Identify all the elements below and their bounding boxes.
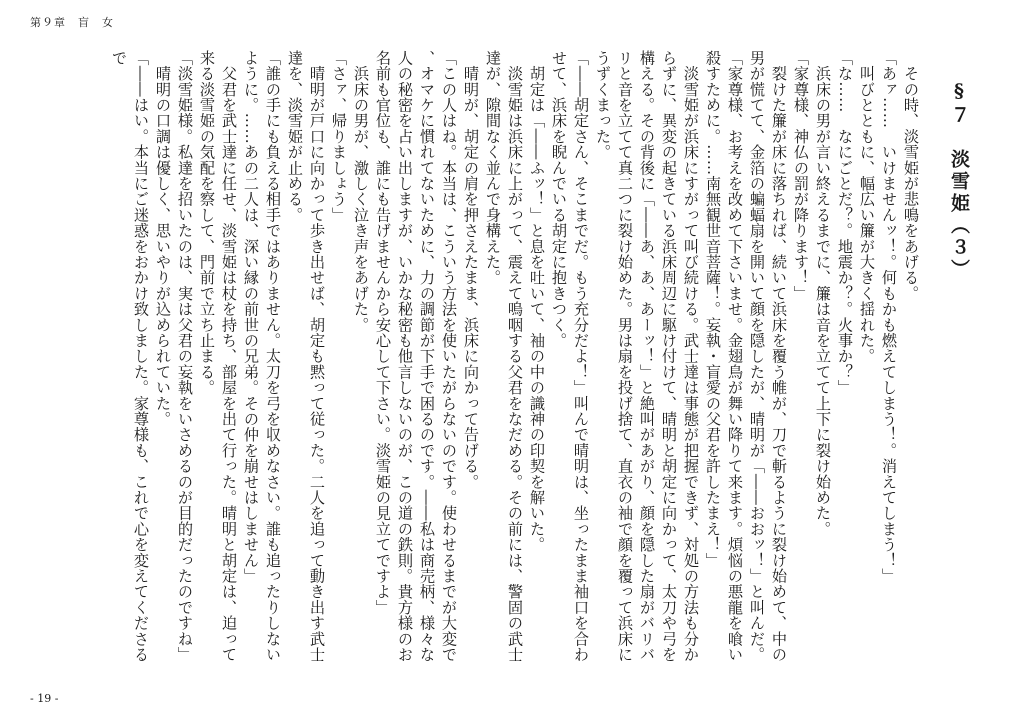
- paragraph: 「この人はね。本当は、こういう方法を使いたがらないのです。使わせるまでが大変で、オマケに慣れてないために、力の調節が下手で困るのです。――私は商売柄、様々な人の秘密を占い出しますが、いかな秘密も他言しないのが、この道の鉄則。貴方様のお名前も官位も、誰にも告げませんから安心して下さい。淡雪姫の見立てですよ」: [374, 50, 458, 663]
- paragraph: 浜床の男が、激しく泣き声をあげた。: [352, 50, 370, 333]
- paragraph: 父君を武士達に任せ、淡雪姫は杖を持ち、部屋を出て行った。晴明と胡定は、迫って来る淡雪姫の気配を察して、門前で立ち止まる。: [198, 50, 238, 663]
- paragraph: 裂けた簾が床に落ちれば、続いて浜床を覆う帷が、刀で斬るように裂け始めて、中の男が慌てて、金箔の蝙蝠扇を開いて顔を隠したが、晴明が「――おおッ！」と叫んだ。: [748, 50, 788, 663]
- paragraph: 「淡雪姫様。私達を招いたのは、実は父君の妄執をいさめるのが目的だったのですね」: [176, 50, 194, 663]
- paragraph: 叫びとともに、幅広い簾が大きく揺れた。: [858, 50, 876, 364]
- page-number: - 19 -: [30, 692, 59, 705]
- paragraph: 「――はい。本当にご迷惑をおかけ致しました。家尊様も、これで心を変えてくださるで: [110, 50, 150, 663]
- vertical-text-body: [72, 50, 974, 670]
- paragraph: 胡定は「――ふッ！」と息を吐いて、袖の中の識神の印契を解いた。: [528, 50, 546, 553]
- paragraph: 「――胡定さん、そこまでだ。もう充分だよ！」叫んで晴明は、坐ったまま袖口を合わせて、浜床を睨んでいる胡定に抱きつく。: [550, 50, 590, 663]
- paragraph: 晴明が、胡定の肩を押さえたまま、浜床に向かって告げる。: [462, 50, 480, 490]
- paragraph: 淡雪姫が浜床にすがって叫び続ける。武士達は事態が把握できず、対処の方法も分からずに、異変の起きている浜床周辺に駆け付けて、晴明と胡定に向かって、太刀や弓を構える。その背後に「――あ、あ、あーッ！」と絶叫があがり、顔を隠した扇がバリバリと音を立てて真二つに裂け始めた。男は扇を投げ捨て、直衣の袖で顔を覆って浜床にうずくまった。: [594, 50, 700, 663]
- paragraph: 「あァ…… いけませんッ！。何もかも燃えてしまう！。消えてしまう！」: [880, 50, 898, 584]
- paragraph: 晴明が戸口に向かって歩き出せば、胡定も黙って従った。二人を追って動き出す武士達を、淡雪姫が止める。: [286, 50, 326, 663]
- chapter-title: §７ 淡雪姫（３）: [948, 80, 970, 281]
- paragraph: 浜床の男が言い終えるまでに、簾は音を立てて上下に裂け始めた。: [814, 50, 832, 537]
- running-head: 第９章 盲 女: [30, 16, 114, 29]
- paragraph: 「な…… なにごとだ？。地震か？。火事か？」: [836, 50, 854, 396]
- paragraph: 晴明の口調は優しく、思いやりが込められていた。: [154, 50, 172, 427]
- paragraph: 「家尊様、神仏の罰が降ります！」: [792, 50, 810, 302]
- paragraph: 淡雪姫は浜床に上がって、震えて嗚咽する父君をなだめる。その前には、警固の武士達が、隙間なく並んで身構えた。: [484, 50, 524, 663]
- paragraph: その時、淡雪姫が悲鳴をあげる。: [902, 50, 920, 302]
- paragraph: 「家尊様、お考えを改めて下さいませ。金翅鳥が舞い降りて来ます。煩悩の悪龍を喰い殺すために。……南無観世音菩薩！。妄執・盲愛の父君を許したまえ！」: [704, 50, 744, 663]
- paragraph: 「誰の手にも負える相手ではありません。太刀を弓を収めなさい。誰も追ったりしないように。……あの二人は、深い縁の前世の兄弟。その仲を崩せはしません」: [242, 50, 282, 663]
- paragraph: 「さァ、帰りましょう」: [330, 50, 348, 223]
